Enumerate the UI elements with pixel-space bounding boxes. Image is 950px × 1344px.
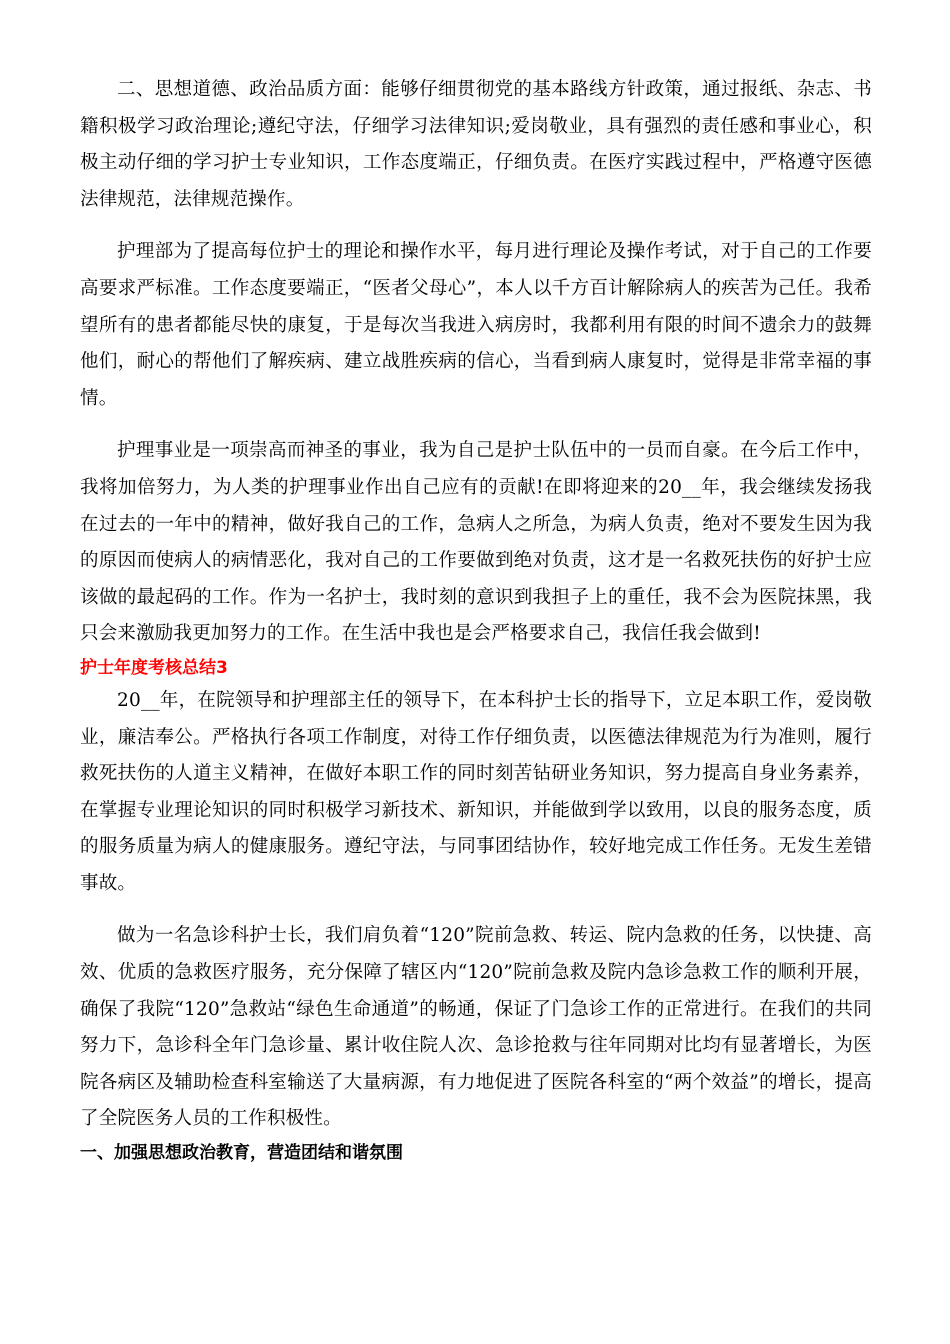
paragraph-nursing-training: 护理部为了提高每位护士的理论和操作水平，每月进行理论及操作考试，对于自己的工作要高要求严标准。工作态度要端正，“医者父母心”，本人以千方百计解除病人的疾苦为己任。我希望所有的患者都能尽快的康复，于是每次当我进入病房时，我都利用有限的时间不遗余力的鼓舞他们，耐心的帮他们了解疾病、建立战胜疾病的信心，当看到病人康复时，觉得是非常幸福的事情。 [80, 241, 872, 409]
paragraph-political-quality: 二、思想道德、政治品质方面：能够仔细贯彻党的基本路线方针政策，通过报纸、杂志、书籍积极学习政治理论;遵纪守法，仔细学习法律知识;爱岗敬业，具有强烈的责任感和事业心，积极主动仔细的学习护士专业知识，工作态度端正，仔细负责。在医疗实践过程中，严格遵守医德法律规范，法律规范操作。 [80, 79, 872, 210]
section-title: 护士年度考核总结3 [80, 657, 228, 678]
paragraph-annual-work: 20__年，在院领导和护理部主任的领导下，在本科护士长的指导下，立足本职工作，爱岗敬业，廉洁奉公。严格执行各项工作制度，对待工作仔细负责，以医德法律规范为行为准则，履行救死扶伤的人道主义精神，在做好本职工作的同时刻苦钻研业务知识，努力提高自身业务素养，在掌握专业理论知识的同时积极学习新技术、新知识，并能做到学以致用，以良的服务态度，质的服务质量为病人的健康服务。遵纪守法，与同事团结协作，较好地完成工作任务。无发生差错事故。 [80, 689, 872, 894]
document-page [80, 72, 872, 1168]
paragraph-nursing-career: 护理事业是一项崇高而神圣的事业，我为自己是护士队伍中的一员而自豪。在今后工作中，我将加倍努力，为人类的护理事业作出自己应有的贡献!在即将迎来的20__年，我会继续发扬我在过去的一年中的精神，做好我自己的工作，急病人之所急，为病人负责，绝对不要发生因为我的原因而使病人的病情恶化，我对自己的工作要做到绝对负责，这才是一名救死扶伤的好护士应该做的最起码的工作。作为一名护士，我时刻的意识到我担子上的重任，我不会为医院抹黑，我只会来激励我更加努力的工作。在生活中我也是会严格要求自己，我信任我会做到! [80, 440, 872, 645]
subsection-title: 一、加强思想政治教育，营造团结和谐氛围 [80, 1143, 403, 1164]
paragraph-emergency-department: 做为一名急诊科护士长，我们肩负着“120”院前急救、转运、院内急救的任务，以快捷、高效、优质的急救医疗服务，充分保障了辖区内“120”院前急救及院内急诊急救工作的顺利开展，确保了我院“120”急救站“绿色生命通道”的畅通，保证了门急诊工作的正常进行。在我们的共同努力下，急诊科全年门急诊量、累计收住院人次、急诊抢救与往年同期对比均有显著增长，为医院各病区及辅助检查科室输送了大量病源，有力地促进了医院各科室的“两个效益”的增长，提高了全院医务人员的工作积极性。 [80, 925, 872, 1130]
